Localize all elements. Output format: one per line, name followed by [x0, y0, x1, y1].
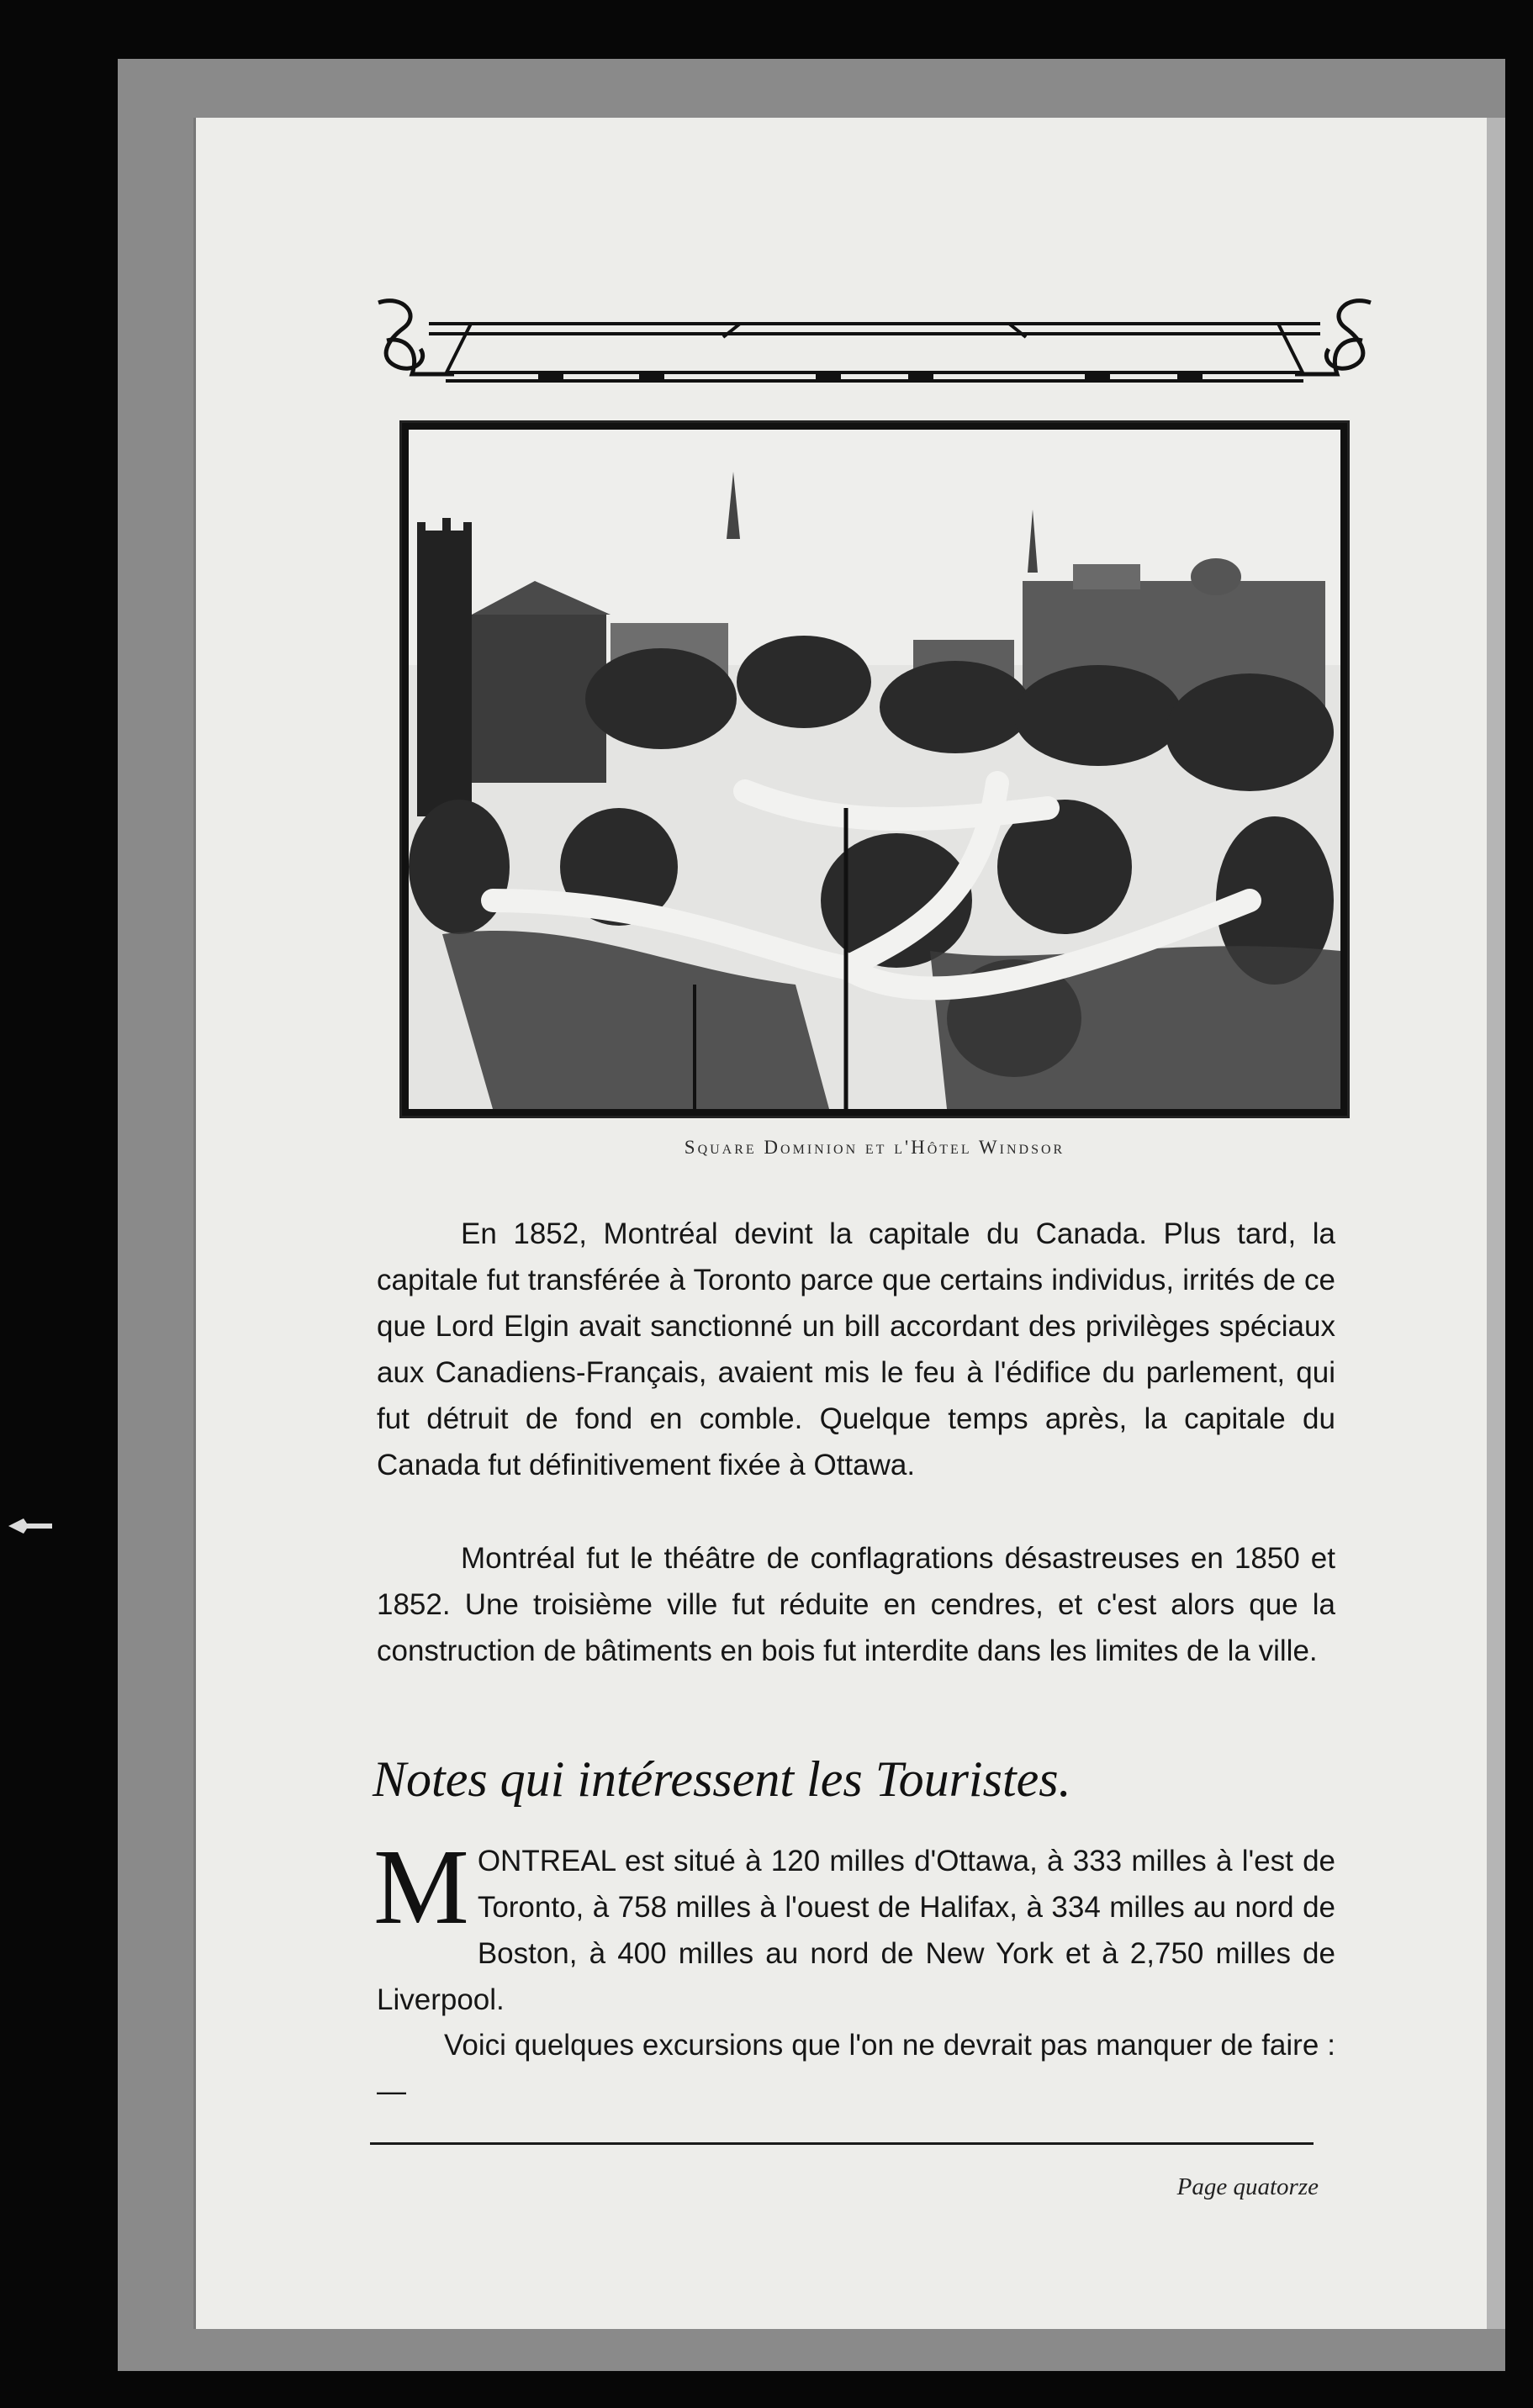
photo-caption: Square Dominion et l'Hôtel Windsor [684, 1137, 1065, 1158]
park-photograph [399, 420, 1350, 1118]
dominion-square-photo [409, 430, 1340, 1109]
paragraph-excursions: Voici quelques excursions que l'on ne devrait pas manquer de faire :— [377, 2029, 1335, 2108]
paragraph-distances [373, 1827, 1335, 2023]
drop-cap: M [373, 1827, 469, 1946]
footer-rule [370, 2142, 1314, 2145]
paragraph-fires: Montréal fut le théâtre de conflagrations désastreuses en 1850 et 1852. Une troisième ville fut réduite en cendres, et c'est alors que la construction de bâtiments en bois fut interdite dans les limites de la ville. [377, 1542, 1335, 1667]
paragraph-history: En 1852, Montréal devint la capitale du Canada. Plus tard, la capitale fut transférée à Toronto parce que certains individus, irrités de ce que Lord Elgin avait sanctionné un bill accordant des privilèges spéciaux aux Canadiens-Français, avaient mis le feu à l'édifice du parlement, qui fut détruit de fond en comble. Quelque temps après, la capitale du Canada fut définitivement fixée à Ottawa. [377, 1217, 1335, 1481]
page-number: Page quatorze [1176, 2173, 1319, 2200]
section-heading: Notes qui intéressent les Touristes. [373, 1751, 1071, 1807]
paragraph-distances-text: ONTREAL est situé à 120 milles d'Ottawa, à 333 milles à l'est de Toronto, à 758 milles à l'ouest de Halifax, à 334 milles au nord de Boston, à 400 milles au nord de New York et à 2,750 milles de Liverpool. [377, 1845, 1335, 2016]
decorative-scroll-banner-icon [370, 290, 1379, 391]
pointing-hand-icon [7, 1513, 54, 1539]
page-spine [1487, 118, 1505, 2329]
